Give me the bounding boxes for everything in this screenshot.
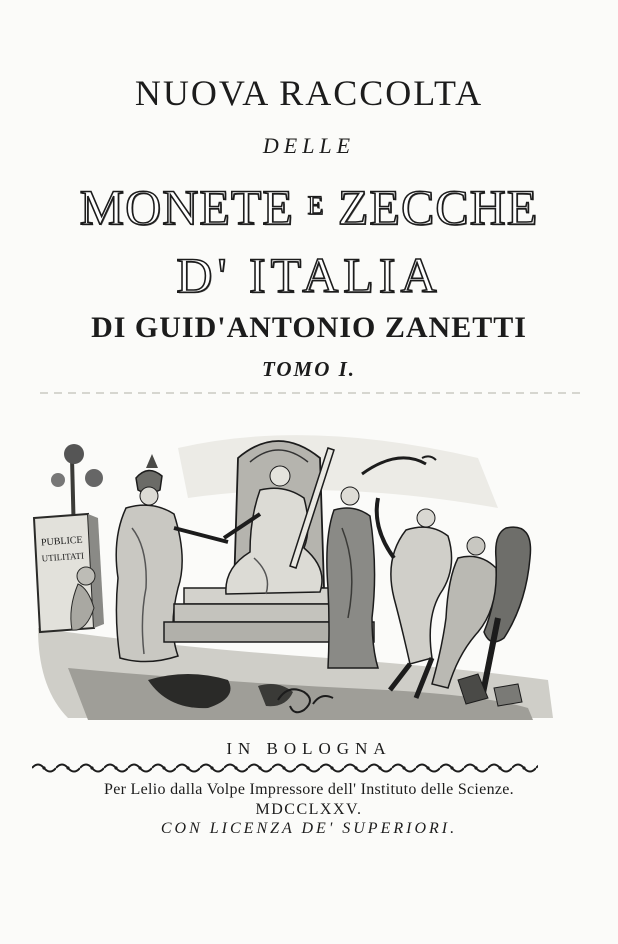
title-line-delle: DELLE (262, 133, 356, 158)
volume-line: TOMO I. (261, 357, 357, 381)
title-line-nuova-raccolta: NUOVA RACCOLTA (134, 73, 484, 113)
engraved-vignette (28, 418, 584, 722)
imprint-license: CON LICENZA DE' SUPERIORI. (160, 820, 458, 837)
imprint-year: MDCCLXXV. (255, 801, 363, 818)
stele-inscription-1: PUBLICE (40, 534, 83, 549)
author-line: DI GUID'ANTONIO ZANETTI (91, 311, 527, 344)
ornamental-border (32, 761, 538, 775)
stele-inscription-2: UTILITATI (41, 550, 85, 564)
title-line-monete-zecche (0, 178, 618, 236)
title-line-ditalia: D' ITALIA (176, 247, 442, 303)
imprint-printer: Per Lelio dalla Volpe Impressore dell' Instituto delle Scienze. (104, 781, 514, 798)
title-word-e: E (307, 191, 325, 220)
imprint-city: IN BOLOGNA (226, 739, 392, 758)
vignette-figure-standing (327, 487, 378, 668)
title-word-monete: MONETE (79, 179, 294, 235)
title-word-zecche: ZECCHE (337, 179, 539, 235)
faint-rule (40, 392, 580, 394)
